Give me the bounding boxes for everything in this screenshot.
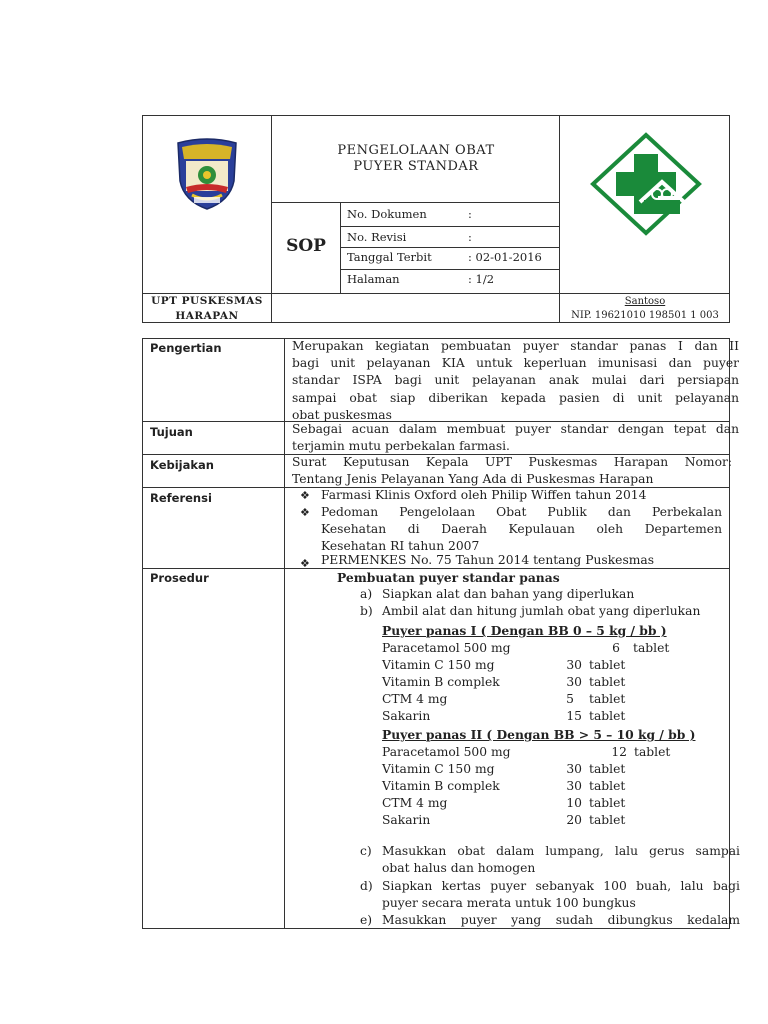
drug-unit: tablet [589, 796, 626, 810]
signer-name: Santoso [624, 296, 666, 307]
step-marker: b) [360, 604, 373, 618]
drug-qty: 6 [612, 641, 620, 655]
tujuan-text [292, 421, 739, 455]
step-e [382, 912, 740, 929]
org-line-1: UPT PUSKESMAS [151, 295, 263, 307]
meta-label-revisi: No. Revisi [347, 230, 407, 244]
drug-unit: tablet [589, 709, 626, 723]
step-marker: a) [360, 587, 373, 601]
drug-unit: tablet [634, 745, 671, 759]
title-line-1: PENGELOLAAN OBAT [337, 143, 495, 158]
drug-qty: 5 [566, 692, 574, 706]
referensi-item-1: Farmasi Klinis Oxford oleh Philip Wiffen tahun 2014 [321, 488, 647, 502]
signature-block [560, 295, 730, 323]
step-b: Ambil alat dan hitung jumlah obat yang diperlukan [382, 604, 701, 618]
drug-unit: tablet [633, 641, 670, 655]
signer-nip: NIP. 19621010 198501 1 003 [571, 310, 719, 321]
step-marker: d) [360, 879, 373, 893]
drug-name: Paracetamol 500 mg [382, 745, 511, 759]
org-line-2: HARAPAN [175, 310, 239, 322]
text-line: Masukkan puyer yang sudah dibungkus kedalam [382, 913, 740, 927]
drug-qty: 12 [611, 745, 627, 759]
drug-name: Vitamin C 150 mg [382, 762, 495, 776]
meta-label-halaman: Halaman [347, 272, 400, 286]
pengertian-text [292, 338, 739, 424]
step-marker: e) [360, 913, 373, 927]
meta-value-tanggal: : 02-01-2016 [468, 250, 542, 264]
drug-name: Vitamin B complek [382, 675, 500, 689]
text-line: puyer secara merata untuk 100 bungkus [382, 896, 636, 911]
bullet-diamond-icon: ❖ [300, 506, 310, 519]
text-line: sampai obat siap diberikan kepada pasien di unit pelayanan [292, 390, 739, 405]
text-line: Tentang Jenis Pelayanan Yang Ada di Puskesmas Harapan [292, 472, 654, 487]
drug-qty: 10 [566, 796, 582, 810]
regency-emblem-icon [172, 137, 242, 213]
drug-qty: 20 [566, 813, 582, 827]
drug-name: Sakarin [382, 709, 431, 723]
sop-label: SOP [286, 236, 326, 256]
drug-unit: tablet [589, 779, 626, 793]
puyer-1-title: Puyer panas I ( Dengan BB 0 – 5 kg / bb ) [382, 623, 667, 638]
label-referensi: Referensi [150, 491, 212, 505]
label-kebijakan: Kebijakan [150, 458, 214, 472]
drug-qty: 30 [566, 658, 582, 672]
drug-qty: 30 [566, 762, 582, 776]
text-line: terjamin mutu perbekalan farmasi. [292, 439, 510, 454]
label-pengertian: Pengertian [150, 341, 222, 355]
meta-value-revisi: : [468, 230, 472, 244]
drug-unit: tablet [589, 813, 626, 827]
referensi-item-3: PERMENKES No. 75 Tahun 2014 tentang Puskesmas [321, 553, 655, 567]
drug-qty: 15 [566, 709, 582, 723]
bullet-diamond-icon: ❖ [300, 557, 310, 570]
text-line: Kesehatan di Daerah Kepulauan oleh Departemen [321, 522, 722, 537]
text-line: bagi unit pelayanan KIA untuk keperluan imunisasi dan puyer [292, 356, 739, 371]
text-line: Siapkan kertas puyer sebanyak 100 buah, lalu bagi [382, 879, 740, 893]
referensi-item-2 [321, 504, 722, 556]
label-prosedur: Prosedur [150, 571, 209, 585]
kebijakan-text [292, 454, 732, 488]
drug-unit: tablet [589, 692, 626, 706]
drug-unit: tablet [589, 675, 626, 689]
drug-qty: 30 [566, 779, 582, 793]
drug-name: Vitamin C 150 mg [382, 658, 495, 672]
step-c [382, 843, 740, 877]
text-line: Surat Keputusan Kepala UPT Puskesmas Harapan Nomor: [292, 455, 732, 469]
drug-name: Vitamin B complek [382, 779, 500, 793]
drug-name: CTM 4 mg [382, 796, 448, 810]
drug-name: Sakarin [382, 813, 431, 827]
step-marker: c) [360, 844, 372, 858]
drug-name: Paracetamol 500 mg [382, 641, 511, 655]
label-tujuan: Tujuan [150, 425, 193, 439]
text-line: Sebagai acuan dalam membuat puyer standar dengan tepat dan [292, 422, 739, 436]
prosedur-heading: Pembuatan puyer standar panas [337, 570, 560, 585]
text-line: Masukkan obat dalam lumpang, lalu gerus sampai [382, 844, 740, 858]
text-line: standar ISPA bagi unit pelayanan anak mulai dari persiapan [292, 373, 739, 388]
meta-label-tanggal: Tanggal Terbit [347, 250, 432, 264]
document-title [272, 143, 560, 175]
text-line: obat puskesmas [292, 407, 392, 422]
title-line-2: PUYER STANDAR [353, 159, 479, 174]
organization-name [143, 294, 271, 324]
bullet-diamond-icon: ❖ [300, 489, 310, 502]
drug-name: CTM 4 mg [382, 692, 448, 706]
drug-unit: tablet [589, 762, 626, 776]
meta-value-dokumen: : [468, 207, 472, 221]
text-line: Pedoman Pengelolaan Obat Publik dan Perbekalan [321, 505, 722, 519]
puyer-2-title: Puyer panas II ( Dengan BB > 5 – 10 kg / bb ) [382, 727, 696, 742]
text-line: Kesehatan RI tahun 2007 [321, 539, 480, 554]
meta-label-dokumen: No. Dokumen [347, 207, 427, 221]
text-line: Merupakan kegiatan pembuatan puyer standar panas I dan II [292, 339, 739, 353]
drug-unit: tablet [589, 658, 626, 672]
step-d [382, 878, 740, 912]
puskesmas-logo-icon [590, 132, 702, 236]
step-a: Siapkan alat dan bahan yang diperlukan [382, 587, 635, 601]
meta-value-halaman: : 1/2 [468, 272, 495, 286]
drug-qty: 30 [566, 675, 582, 689]
text-line: obat halus dan homogen [382, 861, 536, 876]
